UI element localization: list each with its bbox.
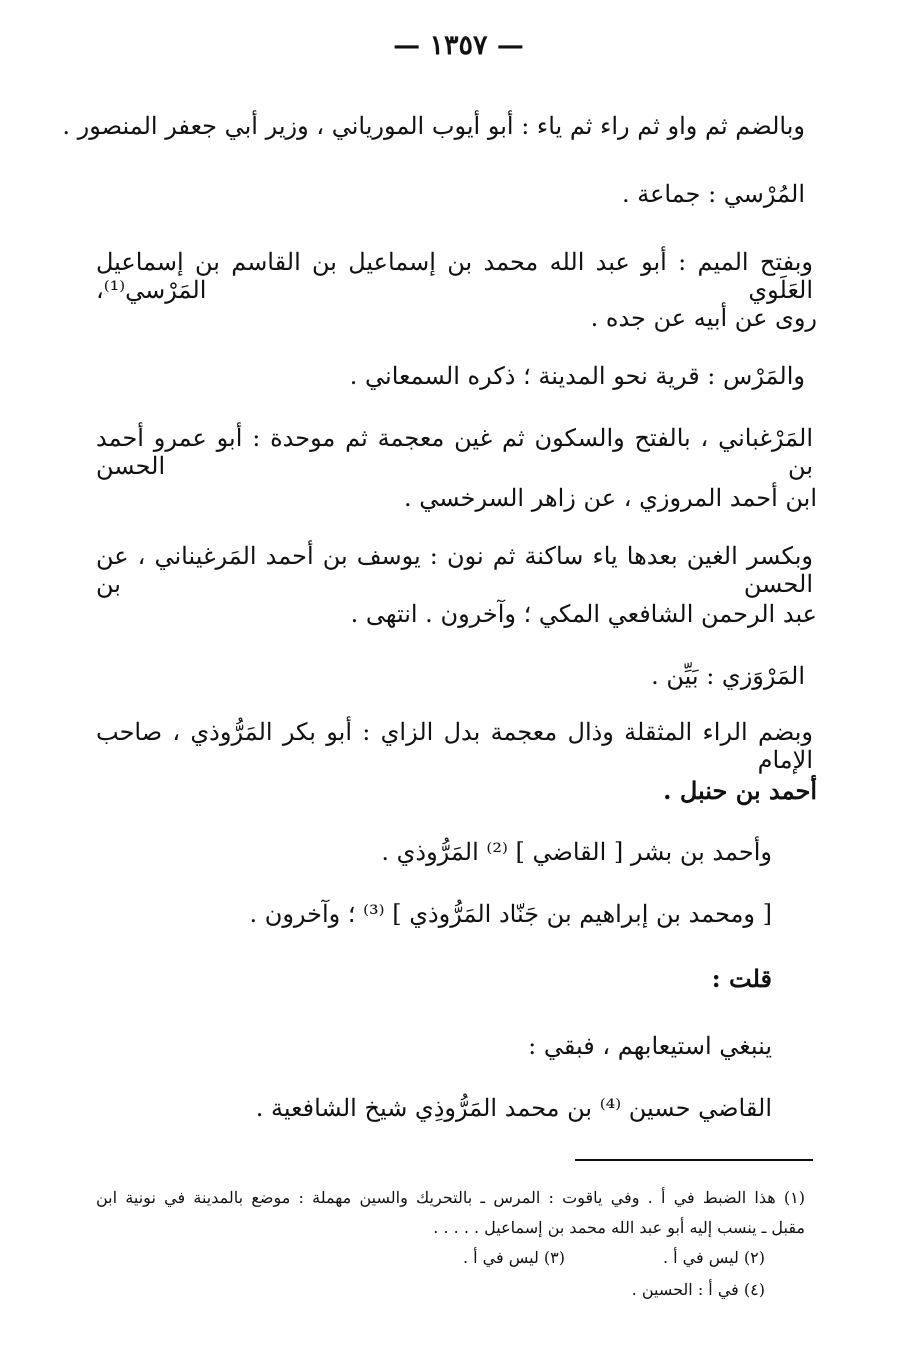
text-line-11: وبضم الراء المثقلة وذال معجمة بدل الزاي : أبو بكر المَرُّوذي ، صاحب الإمام	[96, 718, 813, 774]
footnote-4: (٤) في أ : الحسين .	[631, 1280, 765, 1299]
footnote-1-line-1: (١) هذا الضبط في أ . وفي ياقوت : المرس ـ بالتحريك والسين مهملة : موضع بالمدينة في نونية ابن	[96, 1188, 805, 1207]
footnote-2: (٢) ليس في أ .	[662, 1248, 765, 1267]
text-line-2: المُرْسي : جماعة .	[621, 180, 805, 208]
text-line-15: قلت :	[711, 964, 772, 993]
text-line-7: ابن أحمد المروزي ، عن زاهر السرخسي .	[403, 484, 817, 512]
text-line-12: أحمد بن حنبل .	[663, 776, 817, 805]
text-line-9: عبد الرحمن الشافعي المكي ؛ وآخرون . انتهى .	[350, 600, 817, 628]
text-line-17: القاضي حسين ⁽⁴⁾ بن محمد المَرُّوذِي شيخ الشافعية .	[255, 1094, 772, 1122]
footnote-3: (٣) ليس في أ .	[462, 1248, 565, 1267]
footnotes-2-3-row	[305, 1248, 805, 1272]
text-line-10: المَرْوَزي : بَيِّن .	[651, 662, 805, 690]
footnote-divider	[575, 1159, 813, 1161]
text-line-16: ينبغي استيعابهم ، فبقي :	[528, 1032, 772, 1060]
text-line-1: وبالضم ثم واو ثم راء ثم ياء : أبو أيوب المورياني ، وزير أبي جعفر المنصور .	[62, 112, 805, 140]
text-line-13: وأحمد بن بشر [ القاضي ] ⁽²⁾ المَرُّوذي .	[381, 838, 772, 866]
text-line-4: روى عن أبيه عن جده .	[590, 304, 817, 332]
text-line-6: المَرْغباني ، بالفتح والسكون ثم غين معجمة ثم موحدة : أبو عمرو أحمد بن الحسن	[96, 424, 813, 480]
footnote-1-line-2: مقبل ـ ينسب إليه أبو عبد الله محمد بن إسماعيل . . . . .	[433, 1218, 805, 1237]
page-number: — ١٣٥٧ —	[393, 30, 524, 61]
text-line-8: وبكسر الغين بعدها ياء ساكنة ثم نون : يوسف بن أحمد المَرغيناني ، عن الحسن بن	[96, 542, 813, 598]
text-line-3: وبفتح الميم : أبو عبد الله محمد بن إسماعيل بن القاسم بن إسماعيل العَلَوي المَرْسي⁽¹⁾،	[96, 248, 813, 304]
text-line-14: [ ومحمد بن إبراهيم بن جَنّاد المَرُّوذي ] ⁽³⁾ ؛ وآخرون .	[249, 900, 772, 928]
text-line-5: والمَرْس : قرية نحو المدينة ؛ ذكره السمعاني .	[349, 362, 805, 390]
